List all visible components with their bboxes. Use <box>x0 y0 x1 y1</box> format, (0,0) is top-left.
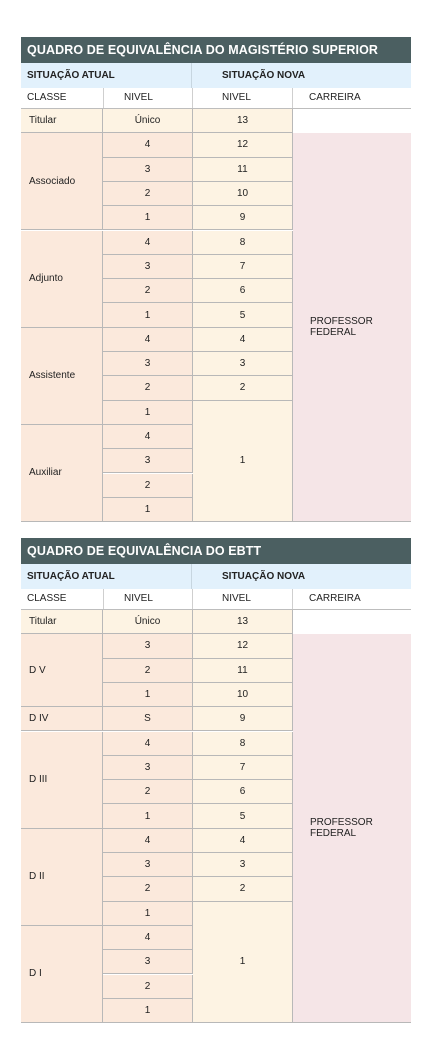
career-line: PROFESSOR <box>310 817 373 829</box>
new-level-cell: 5 <box>193 804 293 828</box>
class-cell: D II <box>21 829 103 926</box>
section-header <box>21 63 411 88</box>
current-level-cell: 2 <box>103 659 193 683</box>
col-header-classe: CLASSE <box>27 593 67 604</box>
career-line: FEDERAL <box>310 828 357 840</box>
table-ebtt <box>21 538 411 1023</box>
table-body <box>21 610 411 1023</box>
col-header-nivel-novo: NIVEL <box>222 593 251 604</box>
class-cell: Titular <box>21 109 103 133</box>
career-line: PROFESSOR <box>310 316 373 328</box>
class-cell: Titular <box>21 610 103 634</box>
column-header-row <box>21 88 411 109</box>
current-level-cell: 3 <box>103 756 193 780</box>
new-level-cell: 8 <box>193 231 293 255</box>
current-level-cell: 2 <box>103 975 193 999</box>
current-level-cell: Único <box>103 610 193 634</box>
header-divider <box>103 88 104 108</box>
new-level-cell: 4 <box>193 829 293 853</box>
current-situation-label: SITUAÇÃO ATUAL <box>27 70 115 81</box>
new-situation-label: SITUAÇÃO NOVA <box>222 70 306 81</box>
new-level-cell: 2 <box>193 376 293 400</box>
new-level-cell: 2 <box>193 877 293 901</box>
current-level-cell: 2 <box>103 182 193 206</box>
current-level-cell: 2 <box>103 376 193 400</box>
class-cell: D V <box>21 634 103 707</box>
new-level-cell: 9 <box>193 206 293 230</box>
new-level-cell: 11 <box>193 158 293 182</box>
current-level-cell: 1 <box>103 804 193 828</box>
new-level-cell: 5 <box>193 303 293 327</box>
new-level-cell: 6 <box>193 780 293 804</box>
table-body <box>21 109 411 522</box>
section-header <box>21 564 411 589</box>
section-divider <box>191 564 192 589</box>
col-header-classe: CLASSE <box>27 92 67 103</box>
career-label <box>310 817 373 839</box>
header-divider <box>292 589 293 609</box>
table-title: QUADRO DE EQUIVALÊNCIA DO MAGISTÉRIO SUPERIOR <box>21 37 411 63</box>
current-level-cell: 2 <box>103 474 193 498</box>
current-level-cell: 3 <box>103 950 193 974</box>
new-level-cell: 10 <box>193 182 293 206</box>
current-level-cell: 4 <box>103 926 193 950</box>
current-situation-label: SITUAÇÃO ATUAL <box>27 571 115 582</box>
current-level-cell: 4 <box>103 425 193 449</box>
class-cell: Associado <box>21 133 103 230</box>
current-level-cell: 4 <box>103 328 193 352</box>
class-cell: D IV <box>21 707 103 731</box>
header-divider <box>192 589 193 609</box>
new-level-cell: 9 <box>193 707 293 731</box>
current-level-cell: 4 <box>103 133 193 157</box>
section-divider <box>191 63 192 88</box>
class-cell: D III <box>21 732 103 829</box>
career-line: FEDERAL <box>310 327 357 339</box>
new-level-cell: 3 <box>193 853 293 877</box>
col-header-nivel-novo: NIVEL <box>222 92 251 103</box>
new-level-cell: 7 <box>193 255 293 279</box>
current-level-cell: 2 <box>103 780 193 804</box>
current-level-cell: 1 <box>103 498 193 522</box>
class-cell: Assistente <box>21 328 103 425</box>
current-level-cell: 2 <box>103 877 193 901</box>
current-level-cell: 3 <box>103 449 193 473</box>
new-level-cell: 7 <box>193 756 293 780</box>
current-level-cell: 3 <box>103 352 193 376</box>
table-magisterio-superior <box>21 37 411 522</box>
current-level-cell: 2 <box>103 279 193 303</box>
career-label <box>310 316 373 338</box>
header-divider <box>103 589 104 609</box>
col-header-nivel: NIVEL <box>124 92 153 103</box>
new-level-cell: 12 <box>193 133 293 157</box>
current-level-cell: S <box>103 707 193 731</box>
new-level-cell: 11 <box>193 659 293 683</box>
new-level-cell: 13 <box>193 109 293 133</box>
header-divider <box>292 88 293 108</box>
current-level-cell: 1 <box>103 999 193 1023</box>
new-level-cell: 10 <box>193 683 293 707</box>
new-level-cell: 6 <box>193 279 293 303</box>
col-header-carreira: CARREIRA <box>309 593 361 604</box>
current-level-cell: 1 <box>103 401 193 425</box>
current-level-cell: 4 <box>103 231 193 255</box>
new-level-cell: 4 <box>193 328 293 352</box>
current-level-cell: 1 <box>103 902 193 926</box>
class-cell: Adjunto <box>21 231 103 328</box>
current-level-cell: 1 <box>103 683 193 707</box>
new-situation-label: SITUAÇÃO NOVA <box>222 571 306 582</box>
new-level-cell: 1 <box>193 902 293 1024</box>
col-header-carreira: CARREIRA <box>309 92 361 103</box>
header-divider <box>192 88 193 108</box>
current-level-cell: 3 <box>103 853 193 877</box>
col-header-nivel: NIVEL <box>124 593 153 604</box>
current-level-cell: 3 <box>103 634 193 658</box>
new-level-cell: 3 <box>193 352 293 376</box>
new-level-cell: 12 <box>193 634 293 658</box>
class-cell: D I <box>21 926 103 1023</box>
current-level-cell: Único <box>103 109 193 133</box>
current-level-cell: 4 <box>103 732 193 756</box>
current-level-cell: 1 <box>103 303 193 327</box>
current-level-cell: 4 <box>103 829 193 853</box>
new-level-cell: 8 <box>193 732 293 756</box>
table-title: QUADRO DE EQUIVALÊNCIA DO EBTT <box>21 538 411 564</box>
career-cell <box>293 133 411 522</box>
current-level-cell: 1 <box>103 206 193 230</box>
current-level-cell: 3 <box>103 158 193 182</box>
new-level-cell: 13 <box>193 610 293 634</box>
column-header-row <box>21 589 411 610</box>
career-cell <box>293 634 411 1023</box>
new-level-cell: 1 <box>193 401 293 523</box>
current-level-cell: 3 <box>103 255 193 279</box>
class-cell: Auxiliar <box>21 425 103 522</box>
